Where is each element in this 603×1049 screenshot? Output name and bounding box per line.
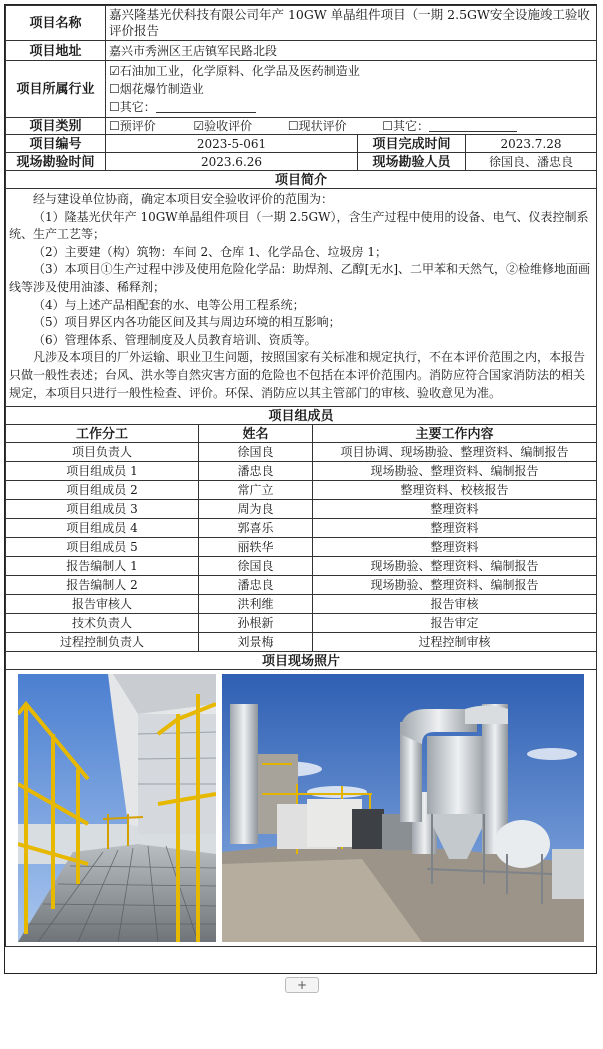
survey-time-value: 2023.6.26	[106, 153, 358, 171]
project-info-table	[5, 5, 597, 425]
project-address-label: 项目地址	[6, 41, 106, 61]
member-name: 徐国良	[199, 443, 313, 462]
members-section-title: 项目组成员	[6, 407, 597, 425]
member-role: 报告编制人 1	[6, 557, 199, 576]
member-work: 过程控制审核	[313, 633, 597, 652]
intro-paragraph: （1）隆基光伏年产 10GW单晶组件项目（一期 2.5GW），含生产过程中使用的设备、电气、仪表控制系统、生产工艺等；	[9, 209, 589, 242]
member-role: 项目组成员 5	[6, 538, 199, 557]
project-number-label: 项目编号	[6, 135, 106, 153]
member-row	[6, 595, 597, 614]
member-name: 刘景梅	[199, 633, 313, 652]
project-address-value: 嘉兴市秀洲区王店镇军民路北段	[106, 41, 597, 61]
photos-cell	[6, 670, 597, 947]
intro-paragraph: （5）项目界区内各功能区间及其与周边环境的相互影响；	[33, 315, 341, 330]
member-work: 整理资料、校核报告	[313, 481, 597, 500]
member-work: 整理资料	[313, 538, 597, 557]
member-role: 过程控制负责人	[6, 633, 199, 652]
member-name: 潘忠良	[199, 462, 313, 481]
project-name-value: 嘉兴隆基光伏科技有限公司年产 10GW 单晶组件项目（一期 2.5GW安全设施竣工验收评价报告	[106, 6, 597, 41]
intro-paragraph: （3）本项目①生产过程中涉及使用危险化学品：助焊剂、乙醇[无水]、二甲苯和天然气，②检维修地面画线等涉及使用油漆、稀释剂；	[9, 262, 591, 294]
finish-time-label: 项目完成时间	[358, 135, 466, 153]
members-header-name: 姓名	[199, 425, 313, 443]
survey-time-label: 现场勘验时间	[6, 153, 106, 171]
member-row	[6, 576, 597, 595]
survey-staff-value: 徐国良、潘忠良	[466, 153, 597, 171]
industry-other-blank[interactable]	[156, 100, 256, 113]
member-name: 潘忠良	[199, 576, 313, 595]
member-role: 报告审核人	[6, 595, 199, 614]
industry-option-chemical[interactable]: ☑石油加工业，化学原料、化学品及医药制造业	[109, 64, 360, 78]
type-option-status[interactable]: ☐现状评价	[287, 119, 347, 133]
intro-paragraph: 凡涉及本项目的厂外运输、职业卫生问题，按照国家有关标准和规定执行，不在本评价范围之内，本报告只做一般性表述；台风、洪水等自然灾害方面的危险也不包括在本评价范围内。消防应符合国家消防法的相关规定，本项目只进行一般性检查、评价。环保、消防应以其主管部门的审核、验收意见为准。	[9, 350, 586, 400]
members-table	[5, 424, 597, 947]
intro-body	[6, 189, 597, 407]
project-name-label: 项目名称	[6, 6, 106, 41]
members-header-work: 主要工作内容	[313, 425, 597, 443]
survey-staff-label: 现场勘验人员	[358, 153, 466, 171]
member-role: 项目组成员 3	[6, 500, 199, 519]
member-work: 整理资料	[313, 500, 597, 519]
member-row	[6, 538, 597, 557]
member-row	[6, 633, 597, 652]
member-name: 丽轶华	[199, 538, 313, 557]
type-other-blank[interactable]	[429, 119, 517, 132]
type-option-other[interactable]: ☐其它：	[382, 119, 430, 133]
add-button[interactable]: +	[285, 977, 319, 993]
member-name: 常广立	[199, 481, 313, 500]
intro-paragraph: （6）管理体系、管理制度及人员教育培训、资质等。	[33, 332, 317, 347]
member-work: 报告审定	[313, 614, 597, 633]
member-work: 现场勘验、整理资料、编制报告	[313, 462, 597, 481]
member-row	[6, 500, 597, 519]
member-row	[6, 481, 597, 500]
type-option-acceptance[interactable]: ☑验收评价	[193, 119, 253, 133]
industry-option-other[interactable]: ☐其它：	[109, 100, 156, 114]
member-role: 项目组成员 4	[6, 519, 199, 538]
intro-paragraph: （2）主要建（构）筑物：车间 2、仓库 1、化学品仓、垃圾房 1；	[33, 244, 387, 259]
member-work: 现场勘验、整理资料、编制报告	[313, 557, 597, 576]
member-row	[6, 462, 597, 481]
member-name: 洪利维	[199, 595, 313, 614]
member-name: 孙根新	[199, 614, 313, 633]
member-work: 项目协调、现场勘验、整理资料、编制报告	[313, 443, 597, 462]
type-option-pre[interactable]: ☐预评价	[109, 119, 156, 133]
members-header-role: 工作分工	[6, 425, 199, 443]
site-photo-walkway	[18, 674, 216, 942]
member-name: 徐国良	[199, 557, 313, 576]
intro-paragraph: 经与建设单位协商，确定本项目安全验收评价的范围为：	[33, 192, 334, 206]
member-role: 项目负责人	[6, 443, 199, 462]
site-photo-equipment	[222, 674, 584, 942]
member-role: 项目组成员 2	[6, 481, 199, 500]
member-role: 技术负责人	[6, 614, 199, 633]
member-name: 郭喜乐	[199, 519, 313, 538]
project-number-value: 2023-5-061	[106, 135, 358, 153]
photos-section-title: 项目现场照片	[6, 652, 597, 670]
project-industry-label: 项目所属行业	[6, 61, 106, 118]
industry-option-fireworks[interactable]: ☐烟花爆竹制造业	[109, 82, 204, 96]
member-name: 周为良	[199, 500, 313, 519]
member-work: 现场勘验、整理资料、编制报告	[313, 576, 597, 595]
member-row	[6, 519, 597, 538]
member-row	[6, 557, 597, 576]
member-role: 报告编制人 2	[6, 576, 199, 595]
member-work: 整理资料	[313, 519, 597, 538]
member-work: 报告审核	[313, 595, 597, 614]
evaluation-form	[4, 4, 597, 974]
finish-time-value: 2023.7.28	[466, 135, 597, 153]
project-type-label: 项目类别	[6, 118, 106, 135]
member-role: 项目组成员 1	[6, 462, 199, 481]
member-row	[6, 614, 597, 633]
intro-paragraph: （4）与上述产品相配套的水、电等公用工程系统；	[33, 297, 305, 312]
intro-section-title: 项目简介	[6, 171, 597, 189]
member-row	[6, 443, 597, 462]
